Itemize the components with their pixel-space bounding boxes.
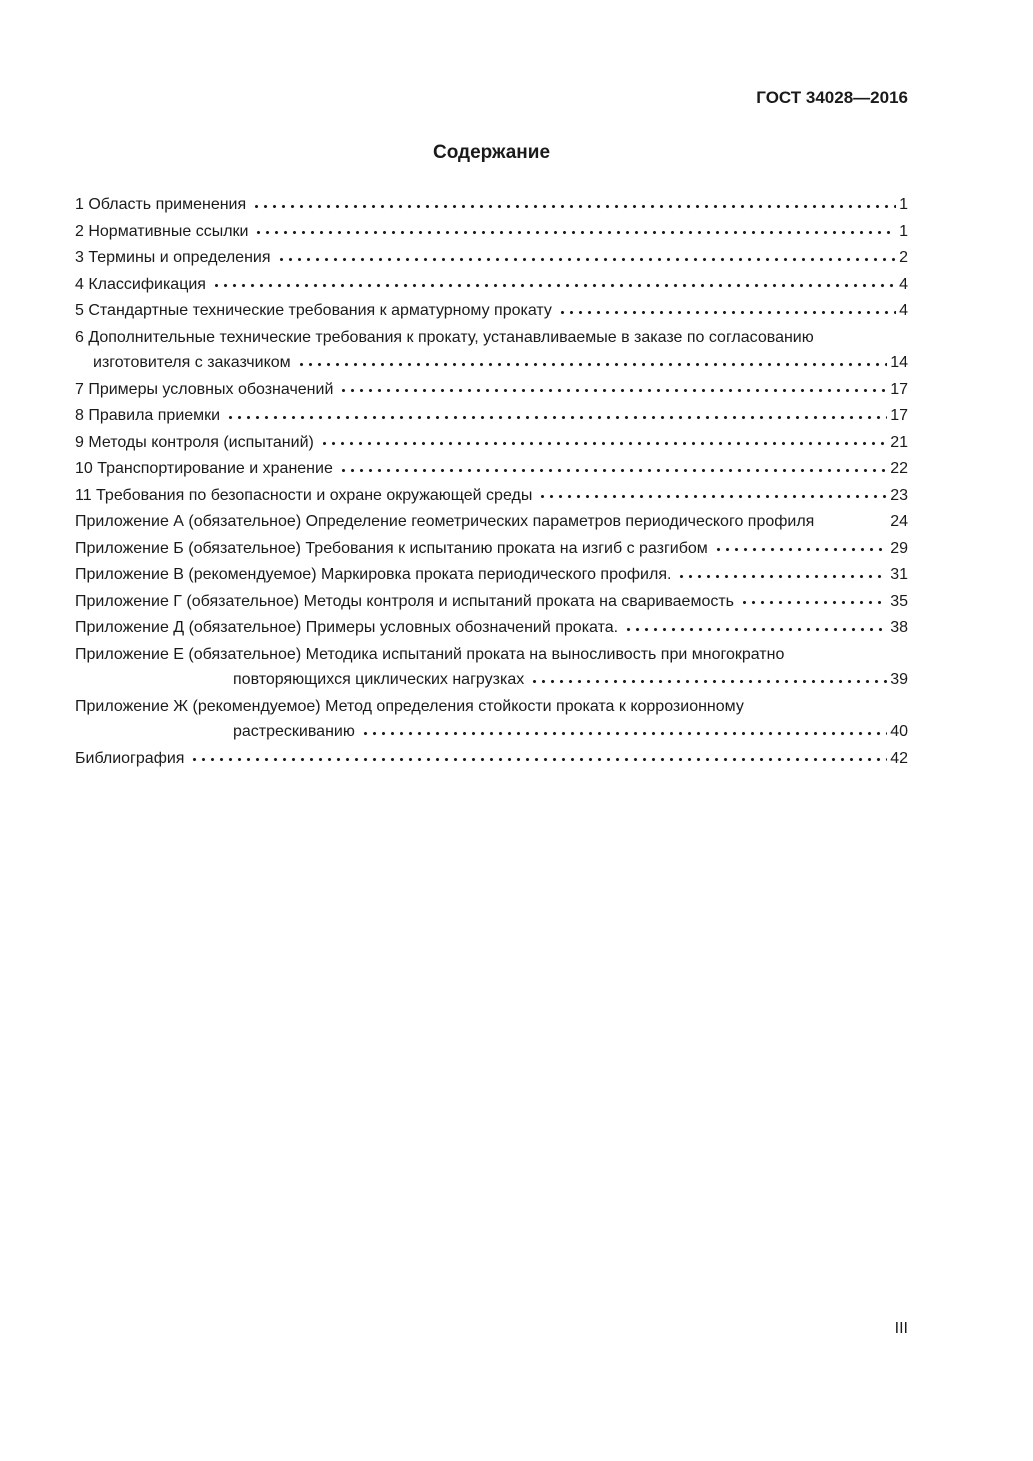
toc-entry <box>75 325 908 376</box>
toc-page-number: 21 <box>890 433 908 451</box>
toc-entry <box>75 272 908 298</box>
dot-leader <box>530 667 887 693</box>
page-title: Содержание <box>432 142 551 163</box>
toc-entry-label: 3 Термины и определения <box>75 249 271 266</box>
toc-entry-label: Приложение А (обязательное) Определение геометрических параметров периодического профиля <box>75 513 815 530</box>
toc-page-number: 17 <box>890 380 908 398</box>
dot-leader <box>297 350 888 376</box>
toc-page-number: 39 <box>890 671 908 688</box>
dot-leader <box>677 562 887 588</box>
toc-entry-label: Библиография <box>75 749 185 767</box>
toc-entry <box>75 615 908 641</box>
toc-entry <box>75 536 908 562</box>
toc-entry <box>75 192 908 218</box>
toc-entry-line <box>75 325 908 351</box>
toc-entry-line <box>75 615 908 641</box>
page-number-roman: III <box>894 1320 908 1337</box>
toc-entry <box>75 245 908 271</box>
toc-page-number: 22 <box>890 460 908 477</box>
toc-entry-label: 9 Методы контроля (испытаний) <box>75 433 314 451</box>
toc-entry-line <box>75 536 908 562</box>
dot-leader <box>538 483 887 509</box>
toc-entry <box>75 589 908 615</box>
toc-page-number: 23 <box>890 486 908 504</box>
toc-entry <box>75 694 908 745</box>
toc-entry-label: Приложение В (рекомендуемое) Маркировка проката периодического профиля. <box>75 566 672 583</box>
toc-entry-line <box>75 272 908 298</box>
toc-entry-line <box>75 456 908 482</box>
toc-entry-line <box>75 667 908 693</box>
toc-entry <box>75 298 908 324</box>
dot-leader <box>254 219 896 245</box>
dot-leader <box>212 272 896 298</box>
document-number: ГОСТ 34028—2016 <box>756 88 908 107</box>
dot-leader <box>226 403 887 429</box>
toc-entry-label: 8 Правила приемки <box>75 407 221 424</box>
toc-entry-line <box>75 350 908 376</box>
toc-list <box>75 192 908 771</box>
toc-entry-label: 10 Транспортирование и хранение <box>75 460 333 477</box>
toc-entry-label: 2 Нормативные ссылки <box>75 222 249 240</box>
toc-entry-label: растрескиванию <box>233 723 355 740</box>
toc-entry-label: 6 Дополнительные технические требования к прокату, устанавливаемые в заказе по согласованию <box>75 328 814 346</box>
toc-entry-line <box>75 509 908 535</box>
toc-page-number: 40 <box>890 723 908 740</box>
toc-entry-label: 4 Классификация <box>75 275 206 293</box>
toc-entry-line <box>75 298 908 324</box>
toc-entry <box>75 219 908 245</box>
toc-entry <box>75 456 908 482</box>
toc-entry-label: изготовителя с заказчиком <box>93 354 291 371</box>
toc-entry <box>75 509 908 535</box>
toc-page-number: 17 <box>890 407 908 424</box>
toc-entry <box>75 642 908 693</box>
toc-page-number: 29 <box>890 539 908 557</box>
dot-leader <box>339 377 887 403</box>
toc-entry <box>75 377 908 403</box>
dot-leader <box>361 719 887 745</box>
toc-page-number: 1 <box>899 196 908 213</box>
toc-entry <box>75 483 908 509</box>
toc-page-number: 38 <box>890 619 908 636</box>
toc-entry-line <box>75 430 908 456</box>
dot-leader <box>252 192 896 218</box>
toc-entry-line <box>75 642 908 668</box>
dot-leader <box>339 456 887 482</box>
toc-page-number: 2 <box>899 249 908 266</box>
dot-leader <box>277 245 897 271</box>
toc-entry <box>75 430 908 456</box>
dot-leader <box>558 298 896 324</box>
toc-entry-line <box>75 562 908 588</box>
dot-leader <box>740 589 887 615</box>
toc-page-number: 4 <box>899 302 908 319</box>
toc-page-number: 14 <box>890 354 908 371</box>
dot-leader <box>820 509 887 535</box>
toc-entry-label: Приложение Б (обязательное) Требования к испытанию проката на изгиб с разгибом <box>75 539 708 557</box>
toc-entry-line <box>75 589 908 615</box>
toc-entry <box>75 403 908 429</box>
toc-entry <box>75 562 908 588</box>
toc-entry-line <box>75 483 908 509</box>
toc-entry-line <box>75 403 908 429</box>
toc-entry-line <box>75 245 908 271</box>
dot-leader <box>320 430 887 456</box>
toc-entry-label: 7 Примеры условных обозначений <box>75 380 334 398</box>
toc-entry-label: 5 Стандартные технические требования к арматурному прокату <box>75 302 552 319</box>
toc-page-number: 42 <box>890 749 908 767</box>
toc-page-number: 24 <box>890 513 908 530</box>
dot-leader <box>624 615 887 641</box>
toc-entry-line <box>75 192 908 218</box>
toc-entry-label: Приложение Ж (рекомендуемое) Метод определения стойкости проката к коррозионному <box>75 697 744 715</box>
toc-page-number: 1 <box>899 222 908 240</box>
toc-entry-line <box>75 746 908 772</box>
toc-entry-line <box>75 719 908 745</box>
toc-page-number: 31 <box>890 566 908 583</box>
toc-entry-line <box>75 377 908 403</box>
toc-entry-label: Приложение Г (обязательное) Методы контроля и испытаний проката на свариваемость <box>75 592 735 610</box>
toc-entry-label: 11 Требования по безопасности и охране окружающей среды <box>75 486 533 504</box>
toc-entry-label: Приложение Д (обязательное) Примеры условных обозначений проката. <box>75 619 619 636</box>
toc-entry-label: 1 Область применения <box>75 196 247 213</box>
toc-entry-label: Приложение Е (обязательное) Методика испытаний проката на выносливость при многократно <box>75 645 785 663</box>
toc-entry-line <box>75 694 908 720</box>
toc-entry <box>75 746 908 772</box>
toc-page-number: 4 <box>899 275 908 293</box>
toc-entry-label: повторяющихся циклических нагрузках <box>233 671 525 688</box>
toc-page-number: 35 <box>890 592 908 610</box>
toc-entry-line <box>75 219 908 245</box>
dot-leader <box>714 536 887 562</box>
dot-leader <box>190 746 887 772</box>
